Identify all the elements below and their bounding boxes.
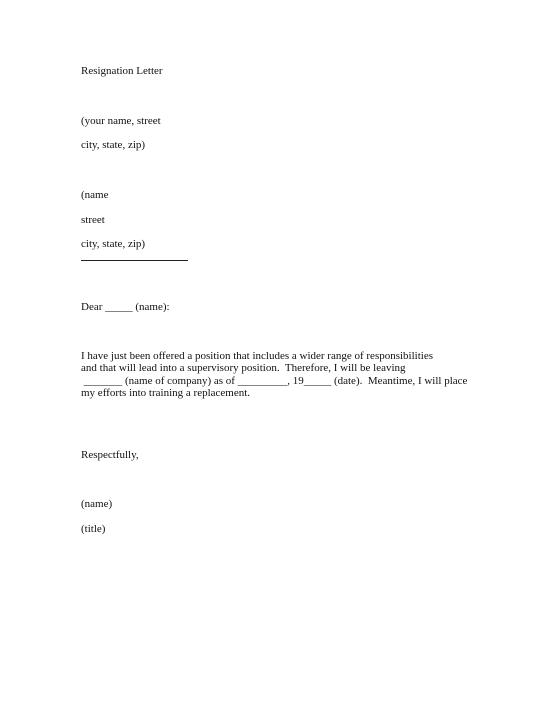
body-line: my efforts into training a replacement. <box>81 386 251 399</box>
recipient-name: (name <box>81 189 109 201</box>
salutation: Dear _____ (name): <box>81 301 170 313</box>
body-paragraph <box>81 350 468 399</box>
divider-rule <box>81 260 188 261</box>
letter-title: Resignation Letter <box>81 65 163 77</box>
signature-name: (name) <box>81 498 113 510</box>
signature-title: (title) <box>81 523 106 535</box>
body-line: I have just been offered a position that includes a wider range of responsibilities <box>81 350 433 362</box>
sender-address-line-2: city, state, zip) <box>81 139 146 151</box>
sender-address-line-1: (your name, street <box>81 115 161 127</box>
recipient-street: street <box>81 214 105 226</box>
body-line: and that will lead into a supervisory position. Therefore, I will be leaving <box>81 362 406 375</box>
body-line: _______ (name of company) as of _________, 19_____ (date). Meantime, I will place <box>81 374 468 387</box>
recipient-city: city, state, zip) <box>81 238 146 250</box>
closing: Respectfully, <box>81 449 139 461</box>
